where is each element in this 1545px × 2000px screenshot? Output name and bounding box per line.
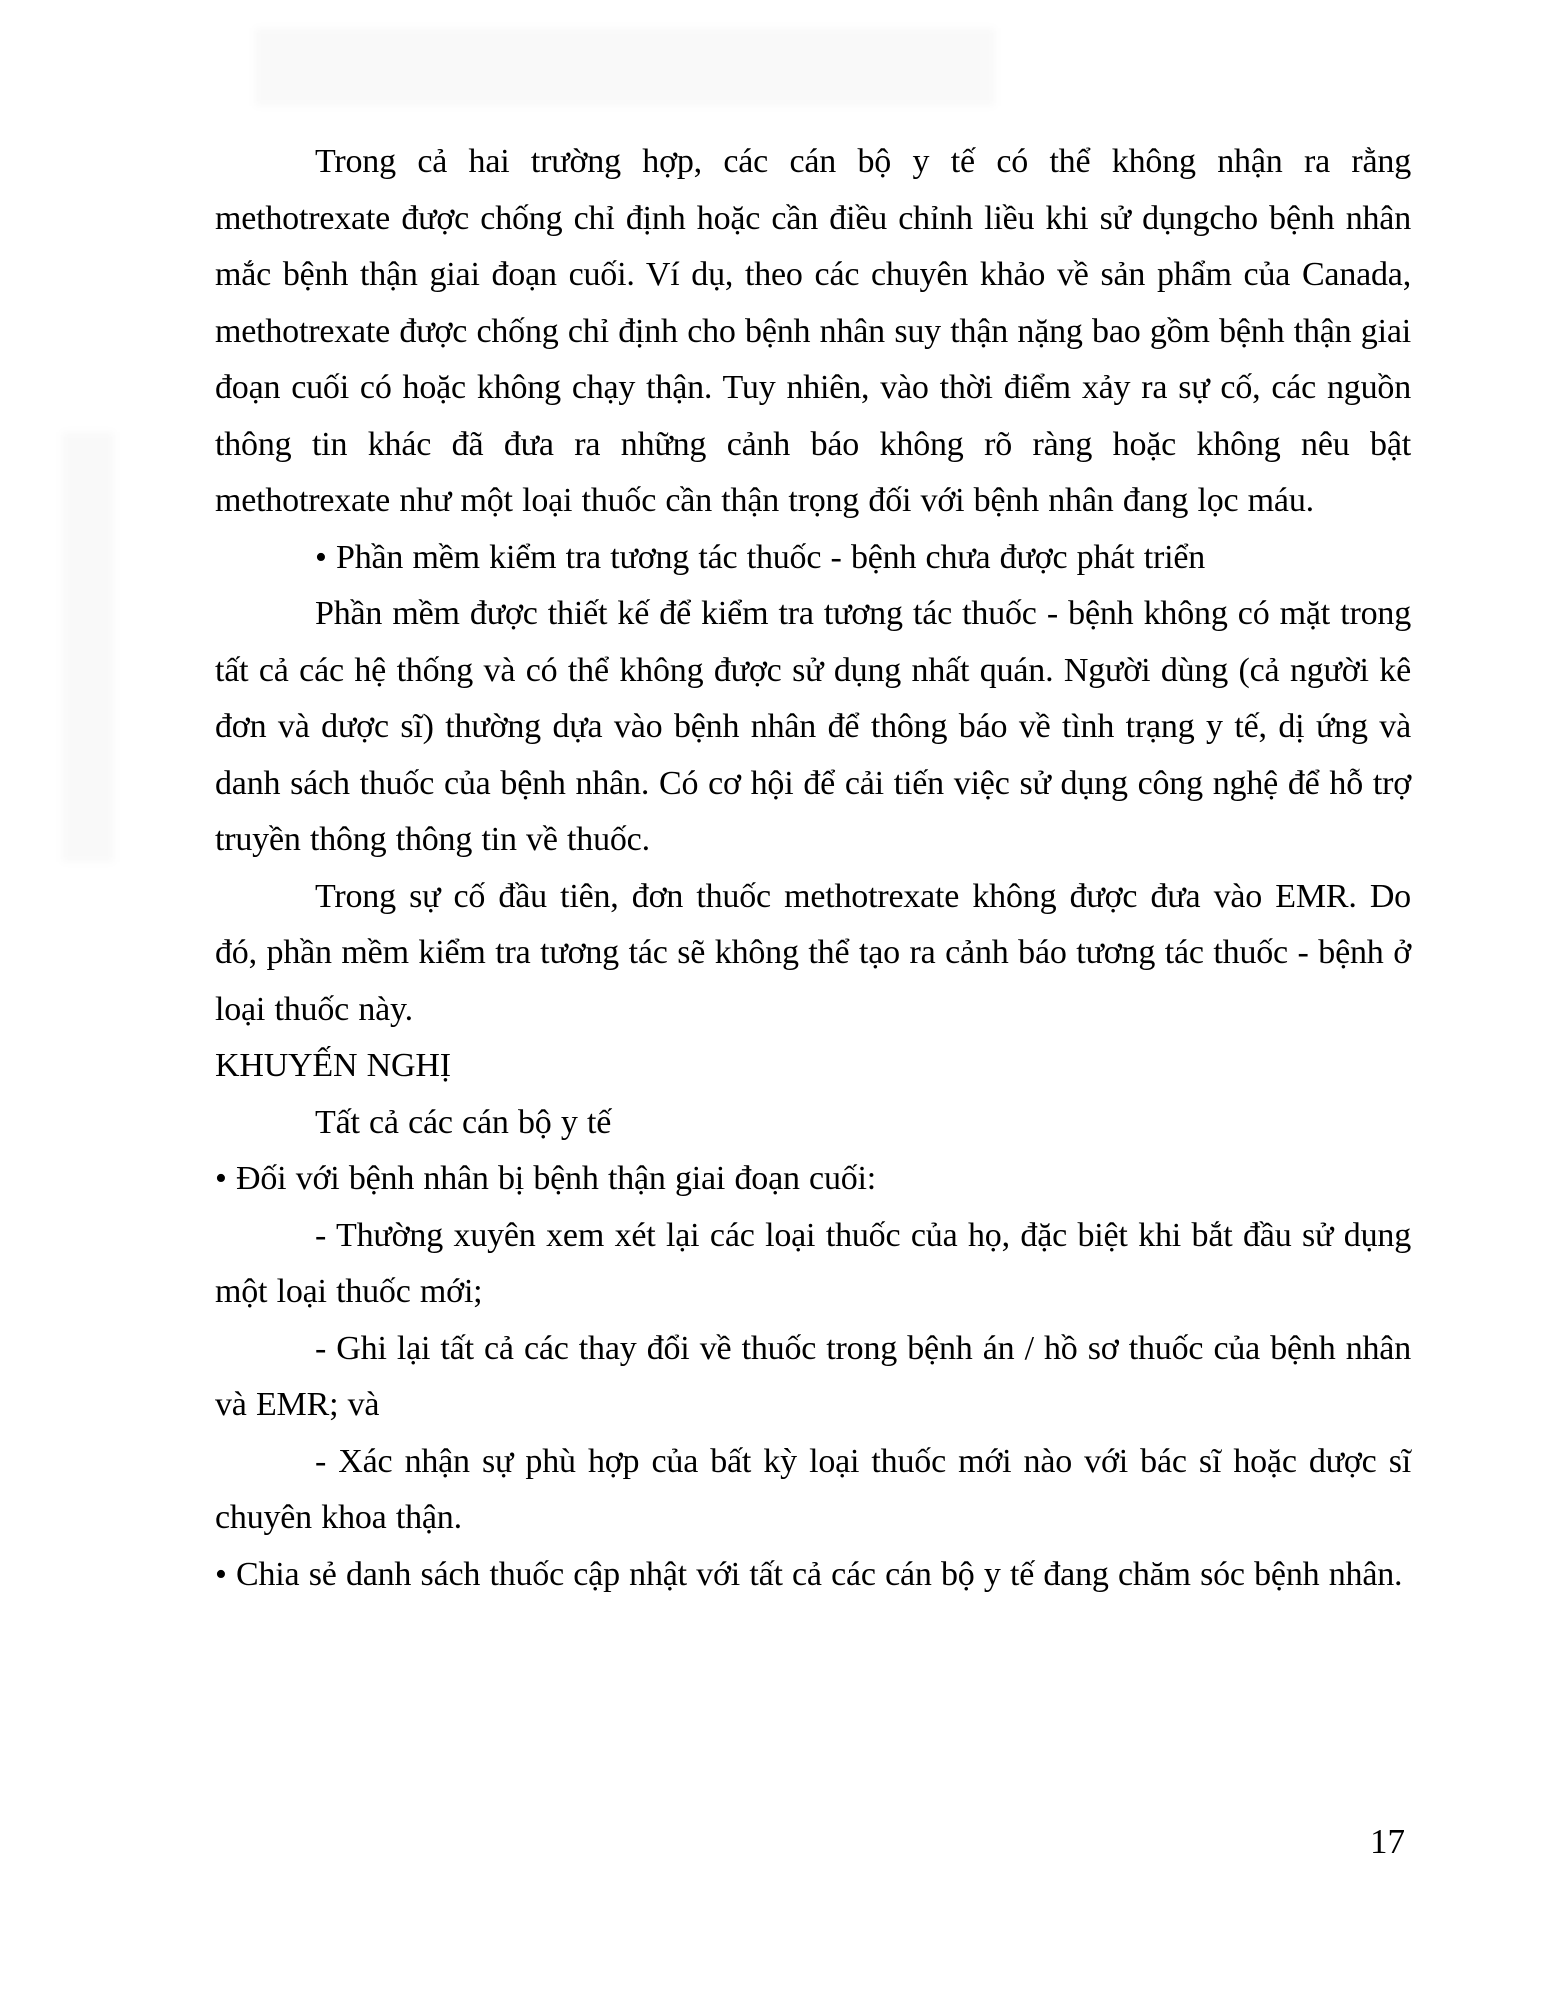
page-number: 17 [1370, 1822, 1405, 1861]
bullet-item-share-medication-list: • Chia sẻ danh sách thuốc cập nhật với tất cả các cán bộ y tế đang chăm sóc bệnh nhân. [215, 1555, 1403, 1593]
sub-heading-all-health-workers: Tất cả các cán bộ y tế [315, 1103, 612, 1141]
document-content [215, 134, 1411, 1603]
bullet-heading-software-not-developed: • Phần mềm kiểm tra tương tác thuốc - bệnh chưa được phát triển [315, 538, 1206, 576]
paragraph-both-cases: Trong cả hai trường hợp, các cán bộ y tế có thể không nhận ra rằng methotrexate được chống chỉ định hoặc cần điều chỉnh liều khi sử dụngcho bệnh nhân mắc bệnh thận giai đoạn cuối. Ví dụ, theo các chuyên khảo về sản phẩm của Canada, methotrexate được chống chỉ định cho bệnh nhân suy thận nặng bao gồm bệnh thận giai đoạn cuối có hoặc không chạy thận. Tuy nhiên, vào thời điểm xảy ra sự cố, các nguồn thông tin khác đã đưa ra những cảnh báo không rõ ràng hoặc không nêu bật methotrexate như một loại thuốc cần thận trọng đối với bệnh nhân đang lọc máu. [215, 143, 1411, 519]
bullet-item-esrd-patients: • Đối với bệnh nhân bị bệnh thận giai đoạn cuối: [215, 1160, 877, 1197]
dash-item-record-changes: - Ghi lại tất cả các thay đổi về thuốc trong bệnh án / hồ sơ thuốc của bệnh nhân và EMR; và [215, 1329, 1411, 1423]
paragraph-first-incident: Trong sự cố đầu tiên, đơn thuốc methotrexate không được đưa vào EMR. Do đó, phần mềm kiểm tra tương tác sẽ không thể tạo ra cảnh báo tương tác thuốc - bệnh ở loại thuốc này. [215, 877, 1411, 1028]
faint-margin-artifact [62, 432, 114, 862]
dash-item-confirm-suitability: - Xác nhận sự phù hợp của bất kỳ loại thuốc mới nào với bác sĩ hoặc dược sĩ chuyên khoa thận. [215, 1442, 1411, 1536]
paragraph-software-design: Phần mềm được thiết kế để kiểm tra tương tác thuốc - bệnh không có mặt trong tất cả các hệ thống và có thể không được sử dụng nhất quán. Người dùng (cả người kê đơn và dược sĩ) thường dựa vào bệnh nhân để thông báo về tình trạng y tế, dị ứng và danh sách thuốc của bệnh nhân. Có cơ hội để cải tiến việc sử dụng công nghệ để hỗ trợ truyền thông thông tin về thuốc. [215, 595, 1411, 858]
section-heading-recommendations: KHUYẾN NGHỊ [215, 1047, 451, 1084]
dash-item-review-medications: - Thường xuyên xem xét lại các loại thuốc của họ, đặc biệt khi bắt đầu sử dụng một loại thuốc mới; [215, 1216, 1411, 1310]
faint-header-artifact [255, 28, 995, 106]
